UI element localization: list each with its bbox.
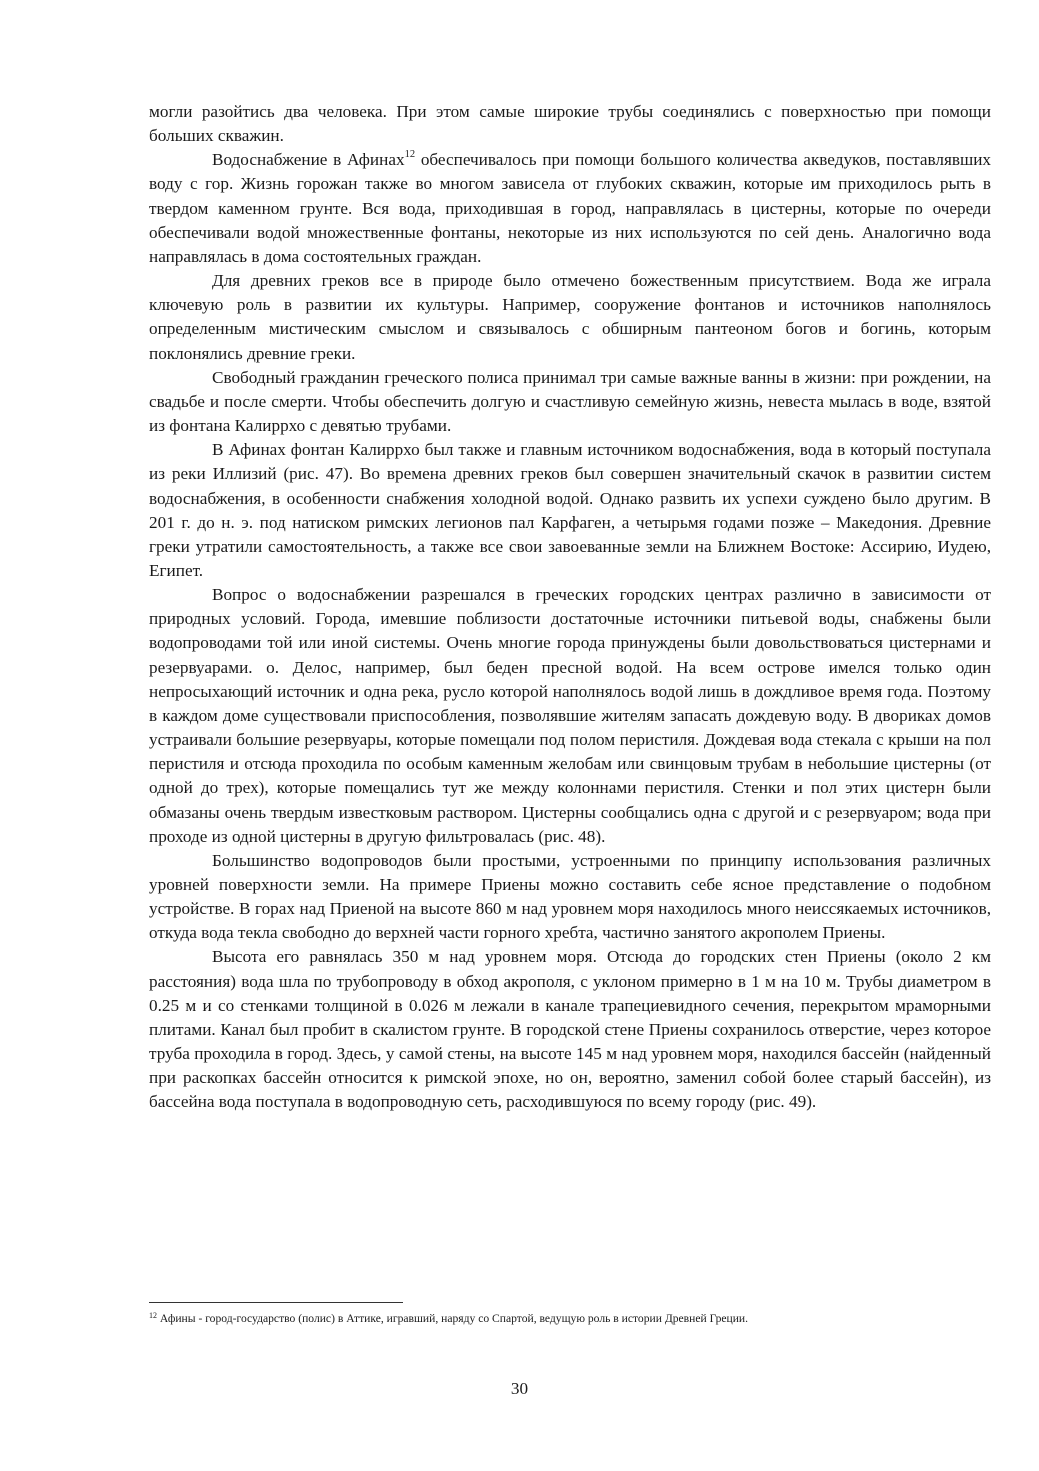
paragraph-1-text: могли разойтись два человека. При этом самые широкие трубы соединялись с поверхностью при помощи больших скважин.	[149, 102, 991, 146]
footnote-number: 12	[149, 1311, 157, 1320]
paragraph-4-text: Свободный гражданин греческого полиса принимал три самые важные ванны в жизни: при рождении, на свадьбе и после смерти. Чтобы обеспечить долгую и счастливую семейную жизнь, невеста мылась в воде, взятой из фонтана Калиррхо с девятью трубами.	[149, 367, 991, 436]
paragraph-5-text: В Афинах фонтан Калиррхо был также и главным источником водоснабжения, вода в который поступала из реки Иллизий (рис. 47). Во времена древних греков был совершен значительный скачок в развитии систем водоснабжения, в особенности снабжения холодной водой. Однако развить их успехи суждено было другим. В 201 г. до н. э. под натиском римских легионов пал Карфаген, а четырьмя годами позже – Македония. Древние греки утратили самостоятельность, а также все свои завоеванные земли на Ближнем Востоке: Ассирию, Иудею, Египет.	[149, 440, 991, 580]
paragraph-7-text: Большинство водопроводов были простыми, устроенными по принципу использования различных уровней поверхности земли. На примере Приены можно составить себе ясное представление о подобном устройстве. В горах над Приеной на высоте 860 м над уровнем моря находилось много неиссякаемых источников, откуда вода текла свободно до верхней части горного хребта, частично занятого акрополем Приены.	[149, 850, 991, 943]
paragraph-2	[149, 148, 991, 269]
paragraph-8	[149, 945, 991, 1114]
paragraph-3-text: Для древних греков все в природе было отмечено божественным присутствием. Вода же играла ключевую роль в развитии их культуры. Например, сооружение фонтанов и источников наполнялось определенным мистическим смыслом и связывалось с обширным пантеоном богов и богинь, которым поклонялись древние греки.	[149, 271, 991, 363]
paragraph-7	[149, 849, 991, 946]
footnote-text: Афины - город-государство (полис) в Аттике, игравший, наряду со Спартой, ведущую роль в истории Древней Греции.	[157, 1312, 749, 1325]
paragraph-2-text-end: обеспечивалось при помощи большого количества акведуков, поставлявших воду с гор. Жизнь горожан также во многом зависела от глубоких скважин, которые им приходилось рыть в твердом каменном грунте. Вся вода, приходившая в город, направлялась в цистерны, которые по очереди обеспечивали водой множественные фонтаны, некоторые из них используются по сей день. Аналогично вода направлялась в дома состоятельных граждан.	[149, 150, 992, 266]
paragraph-1	[149, 100, 991, 148]
paragraph-8-text: Высота его равнялась 350 м над уровнем моря. Отсюда до городских стен Приены (около 2 км расстояния) вода шла по трубопроводу в обход акрополя, с уклоном примерно в 1 м на 10 м. Трубы диаметром в 0.25 м и со стенками толщиной в 0.026 м лежали в канале трапециевидного сечения, перекрытом мраморными плитами. Канал был пробит в скалистом грунте. В городской стене Приены сохранилось отверстие, через которое труба проходила в город. Здесь, у самой стены, на высоте 145 м над уровнем моря, находился бассейн (найденный при раскопках бассейн относится к римской эпохе, но он, вероятно, заменил собой более старый бассейн), из бассейна вода поступала в водопроводную сеть, расходившуюся по всему городу (рис. 49).	[149, 947, 991, 1112]
page-number: 30	[510, 1379, 529, 1398]
footnote	[149, 1311, 991, 1326]
footnote-reference[interactable]: 12	[404, 149, 416, 161]
paragraph-4	[149, 366, 991, 438]
paragraph-6-text: Вопрос о водоснабжении разрешался в греческих городских центрах различно в зависимости от природных условий. Города, имевшие поблизости достаточные источники питьевой воды, снабжены были водопроводами той или иной системы. Очень многие города принуждены были довольствоваться цистернами и резервуарами. о. Делос, например, был беден пресной водой. На всем острове имелся только один непросыхающий источник и одна река, русло которой наполнялось водой лишь в дождливое время года. Поэтому в каждом доме существовали приспособления, позволявшие жителям запасать дождевую воду. В двориках домов устраивали большие резервуары, которые помещали под полом перистиля. Дождевая вода стекала с крыши на пол перистиля и отсюда проходила по особым каменным желобам или свинцовым трубам в небольшие цистерны (от одной до трех), которые помещались тут же между колоннами перистиля. Стенки и пол этих цистерн были обмазаны очень твердым известковым раствором. Цистерны сообщались одна с другой и с резервуаром; вода при проходе из одной цистерны в другую фильтровалась (рис. 48).	[149, 585, 991, 846]
paragraph-3	[149, 269, 991, 366]
paragraph-6	[149, 583, 991, 849]
footnote-divider	[149, 1302, 403, 1303]
page-body	[149, 100, 991, 1115]
paragraph-2-text-start: Водоснабжение в Афинах	[212, 150, 405, 170]
paragraph-5	[149, 438, 991, 583]
